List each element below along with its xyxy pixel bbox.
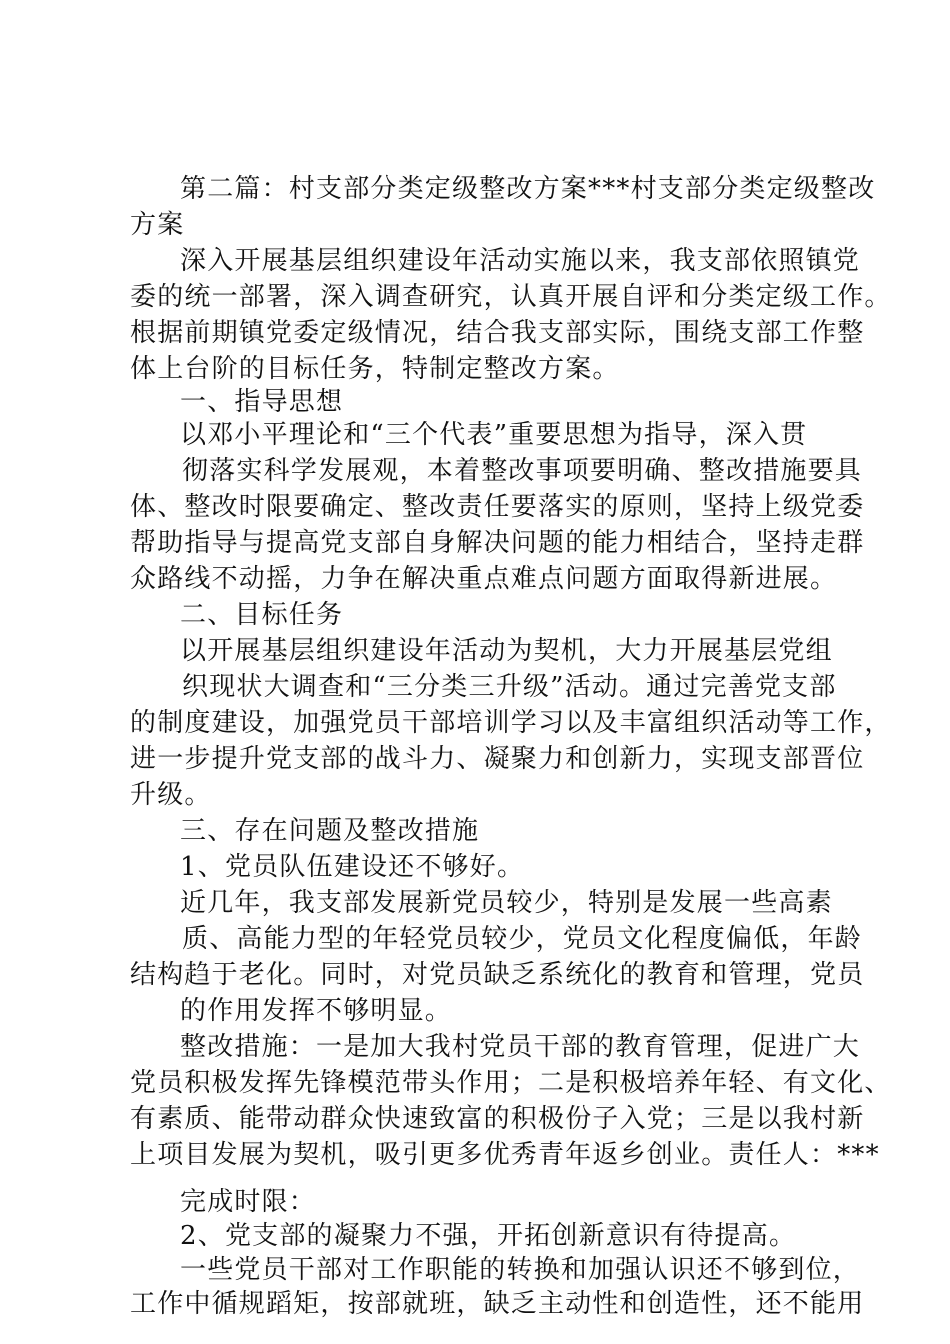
paragraph-line: 体上台阶的目标任务，特制定整改方案。 (130, 354, 620, 384)
paragraph-line: 有素质、能带动群众快速致富的积极份子入党；三是以我村新 (130, 1104, 865, 1134)
doc-title-line: 方案 (130, 210, 185, 240)
paragraph-line: 体、整改时限要确定、整改责任要落实的原则，坚持上级党委 (130, 492, 865, 522)
paragraph-line: 近几年，我支部发展新党员较少，特别是发展一些高素 (180, 888, 833, 918)
paragraph-line: 进一步提升党支部的战斗力、凝聚力和创新力，实现支部晋位 (130, 744, 865, 774)
paragraph-line: 以开展基层组织建设年活动为契机，大力开展基层党组 (180, 636, 833, 666)
section-heading: 二、目标任务 (180, 600, 344, 630)
paragraph-line: 工作中循规蹈矩，按部就班，缺乏主动性和创造性，还不能用 (130, 1289, 865, 1319)
section-heading: 一、指导思想 (180, 387, 344, 417)
paragraph-line: 质、高能力型的年轻党员较少，党员文化程度偏低，年龄 (182, 924, 863, 954)
paragraph-line: 委的统一部署，深入调查研究，认真开展自评和分类定级工作。 (130, 282, 892, 312)
subsection-heading: 1、党员队伍建设还不够好。 (180, 852, 525, 882)
paragraph-line: 帮助指导与提高党支部自身解决问题的能力相结合，坚持走群 (130, 528, 865, 558)
paragraph-line: 的作用发挥不够明显。 (180, 996, 453, 1026)
section-heading: 三、存在问题及整改措施 (180, 816, 480, 846)
paragraph-line: 党员积极发挥先锋模范带头作用；二是积极培养年轻、有文化、 (130, 1068, 892, 1098)
paragraph-line: 一些党员干部对工作职能的转换和加强认识还不够到位， (180, 1255, 861, 1285)
paragraph-line: 彻落实科学发展观，本着整改事项要明确、整改措施要具 (182, 456, 863, 486)
paragraph-line: 以邓小平理论和“三个代表”重要思想为指导，深入贯 (180, 420, 808, 450)
paragraph-line: 结构趋于老化。同时，对党员缺乏系统化的教育和管理，党员 (130, 960, 865, 990)
paragraph-line: 织现状大调查和“三分类三升级”活动。通过完善党支部 (182, 672, 837, 702)
paragraph-line: 完成时限： (180, 1187, 317, 1217)
subsection-heading: 2、党支部的凝聚力不强，开拓创新意识有待提高。 (180, 1221, 797, 1251)
paragraph-line: 整改措施：一是加大我村党员干部的教育管理，促进广大 (180, 1032, 861, 1062)
paragraph-line: 升级。 (130, 780, 212, 810)
paragraph-line: 的制度建设，加强党员干部培训学习以及丰富组织活动等工作， (130, 708, 892, 738)
paragraph-line: 深入开展基层组织建设年活动实施以来，我支部依照镇党 (180, 246, 861, 276)
paragraph-line: 上项目发展为契机，吸引更多优秀青年返乡创业。责任人：*** (130, 1140, 880, 1170)
doc-title-line: 第二篇：村支部分类定级整改方案***村支部分类定级整改 (180, 174, 876, 204)
paragraph-line: 根据前期镇党委定级情况，结合我支部实际，围绕支部工作整 (130, 318, 865, 348)
paragraph-line: 众路线不动摇，力争在解决重点难点问题方面取得新进展。 (130, 564, 838, 594)
